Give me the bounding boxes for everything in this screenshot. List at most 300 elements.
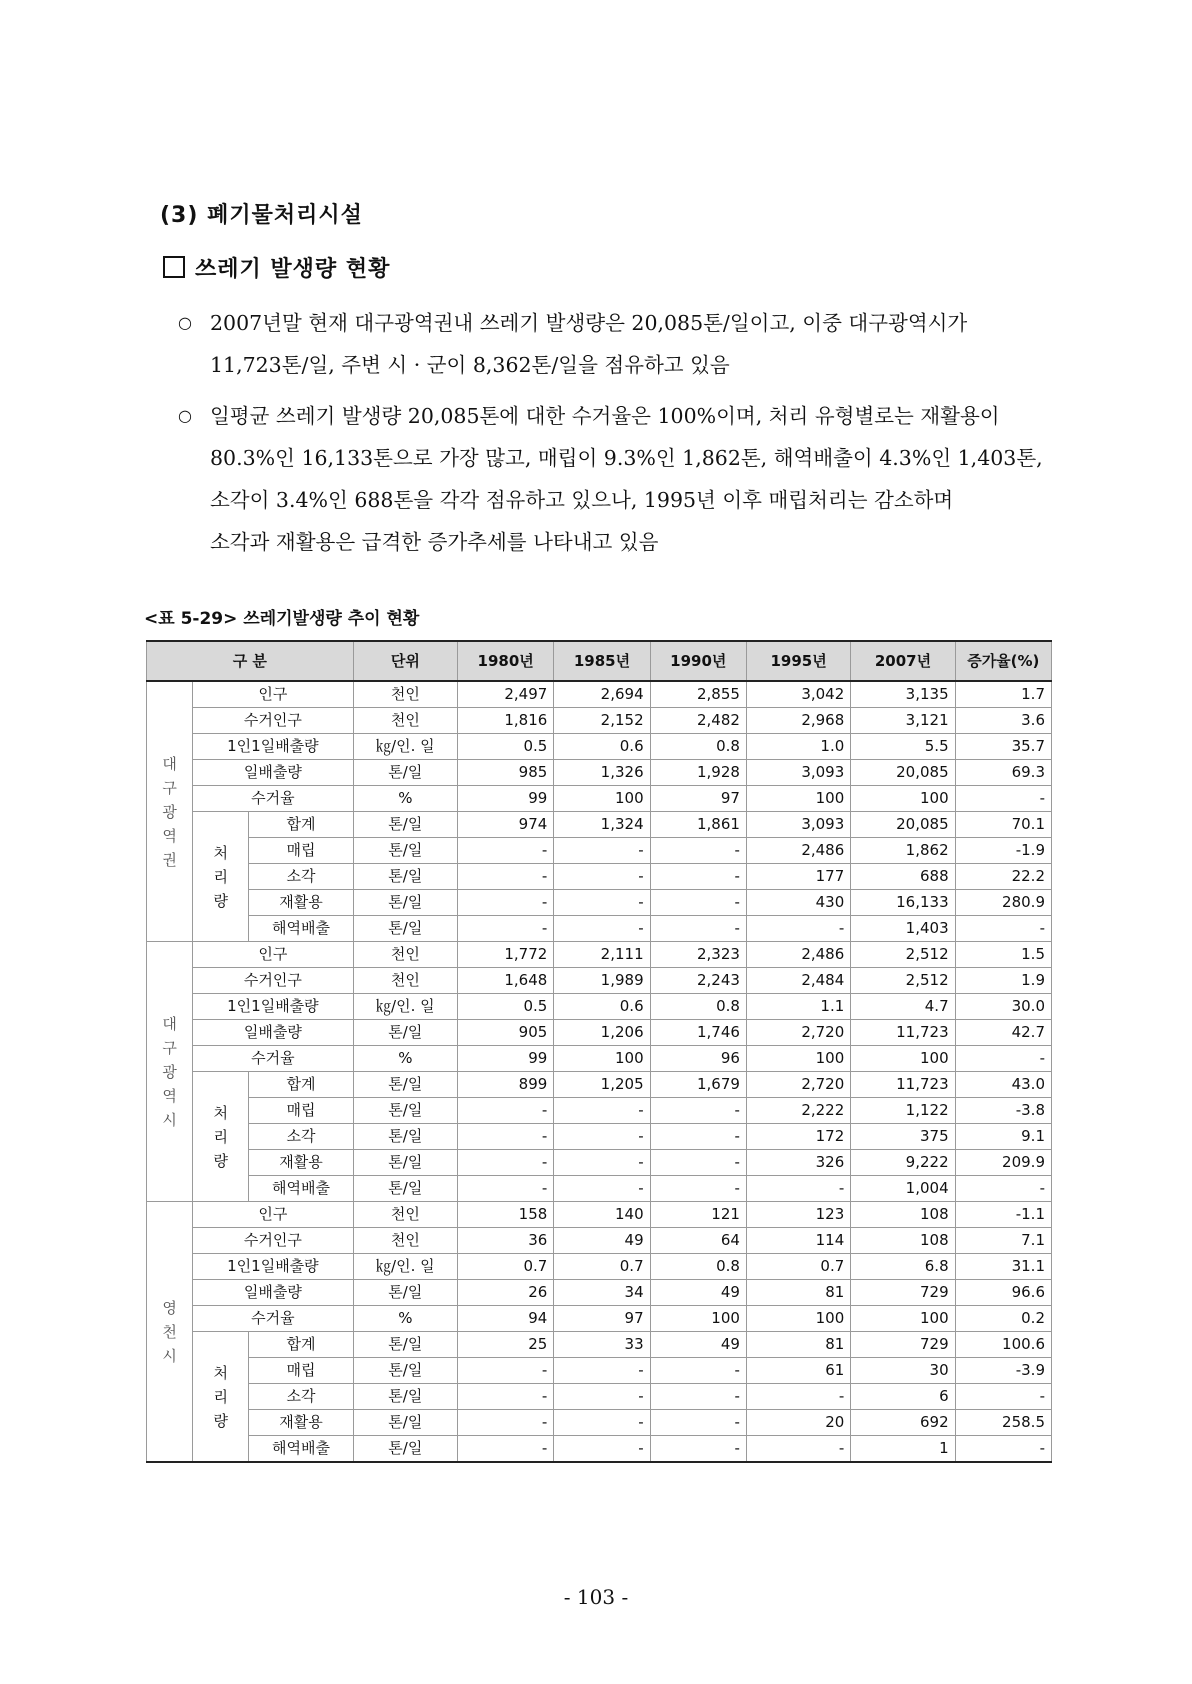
table-cell: 729 — [851, 1332, 955, 1358]
table-cell: - — [650, 838, 746, 864]
table-cell: 100 — [851, 786, 955, 812]
table-cell: - — [650, 1410, 746, 1436]
header-1995: 1995년 — [746, 641, 850, 681]
row-item-label: 인구 — [193, 1202, 354, 1228]
header-2007: 2007년 — [851, 641, 955, 681]
table-cell: - — [554, 916, 650, 942]
row-item-label: 1인1일배출량 — [193, 734, 354, 760]
row-unit: 천인 — [353, 708, 457, 734]
table-cell: -1.9 — [955, 838, 1051, 864]
table-cell: -1.1 — [955, 1202, 1051, 1228]
table-cell: 121 — [650, 1202, 746, 1228]
row-unit: 천인 — [353, 681, 457, 708]
table-cell: - — [458, 1150, 554, 1176]
table-cell: 20,085 — [851, 812, 955, 838]
table-cell: 905 — [458, 1020, 554, 1046]
table-cell: - — [458, 1384, 554, 1410]
table-cell: 2,486 — [746, 838, 850, 864]
table-cell: 172 — [746, 1124, 850, 1150]
table-cell: 1,648 — [458, 968, 554, 994]
row-item-label: 해역배출 — [249, 1436, 353, 1463]
processing-label — [193, 812, 249, 942]
table-row — [147, 1228, 1052, 1254]
table-cell: 729 — [851, 1280, 955, 1306]
row-unit: 톤/일 — [353, 1150, 457, 1176]
table-cell: 1,324 — [554, 812, 650, 838]
table-cell: - — [458, 1098, 554, 1124]
table-cell: 0.8 — [650, 994, 746, 1020]
table-cell: 2,497 — [458, 681, 554, 708]
table-cell: 2,720 — [746, 1072, 850, 1098]
table-cell: 2,486 — [746, 942, 850, 968]
table-cell: - — [554, 838, 650, 864]
region-label-char: 권 — [162, 850, 177, 869]
row-item-label: 수거인구 — [193, 968, 354, 994]
subsection-title — [163, 252, 390, 283]
table-row — [147, 1280, 1052, 1306]
table-row — [147, 1176, 1052, 1202]
page-number: - 103 - — [563, 1585, 629, 1609]
row-unit: % — [353, 1046, 457, 1072]
region-label-char: 구 — [162, 778, 177, 797]
table-header-row — [147, 641, 1052, 681]
table-cell: 209.9 — [955, 1150, 1051, 1176]
bullet-circle-icon: ○ — [178, 313, 192, 332]
row-unit: % — [353, 786, 457, 812]
table-cell: 1,861 — [650, 812, 746, 838]
table-cell: 0.5 — [458, 994, 554, 1020]
processing-label-char: 량 — [213, 891, 228, 910]
row-item-label: 수거율 — [193, 1306, 354, 1332]
row-item-label: 1인1일배출량 — [193, 994, 354, 1020]
table-cell: 6 — [851, 1384, 955, 1410]
region-label-char: 시 — [162, 1346, 177, 1365]
table-row — [147, 1150, 1052, 1176]
table-cell: 81 — [746, 1332, 850, 1358]
table-cell: 25 — [458, 1332, 554, 1358]
table-cell: 1,816 — [458, 708, 554, 734]
table-cell: 985 — [458, 760, 554, 786]
paragraph-2 — [178, 395, 1058, 563]
table-cell: 61 — [746, 1358, 850, 1384]
table-cell: 2,323 — [650, 942, 746, 968]
table-cell: -3.9 — [955, 1358, 1051, 1384]
table-cell: - — [554, 1098, 650, 1124]
table-cell: 108 — [851, 1228, 955, 1254]
row-item-label: 재활용 — [249, 1410, 353, 1436]
table-cell: 81 — [746, 1280, 850, 1306]
header-1980: 1980년 — [458, 641, 554, 681]
row-unit: 톤/일 — [353, 1124, 457, 1150]
table-cell: 430 — [746, 890, 850, 916]
region-label-char: 시 — [162, 1110, 177, 1129]
table-cell: 30.0 — [955, 994, 1051, 1020]
row-item-label: 소각 — [249, 1124, 353, 1150]
table-cell: 375 — [851, 1124, 955, 1150]
row-unit: 톤/일 — [353, 812, 457, 838]
table-cell: 20,085 — [851, 760, 955, 786]
table-cell: 96 — [650, 1046, 746, 1072]
table-cell: 99 — [458, 786, 554, 812]
table-cell: 5.5 — [851, 734, 955, 760]
table-row — [147, 734, 1052, 760]
table-cell: 1,122 — [851, 1098, 955, 1124]
table-cell: 100 — [746, 1046, 850, 1072]
subsection-title-text: 쓰레기 발생량 현황 — [195, 257, 391, 282]
row-unit: 톤/일 — [353, 1358, 457, 1384]
table-cell: 0.6 — [554, 734, 650, 760]
table-cell: 0.8 — [650, 1254, 746, 1280]
region-label-char: 광 — [162, 1062, 177, 1081]
row-item-label: 수거인구 — [193, 1228, 354, 1254]
bullet-circle-icon: ○ — [178, 406, 192, 425]
table-cell: 2,111 — [554, 942, 650, 968]
table-cell: - — [650, 1098, 746, 1124]
table-cell: 2,720 — [746, 1020, 850, 1046]
row-unit: 톤/일 — [353, 838, 457, 864]
table-row — [147, 942, 1052, 968]
row-item-label: 1인1일배출량 — [193, 1254, 354, 1280]
table-row — [147, 812, 1052, 838]
table-cell: 1,989 — [554, 968, 650, 994]
table-row — [147, 864, 1052, 890]
table-cell: 94 — [458, 1306, 554, 1332]
table-cell: 1,205 — [554, 1072, 650, 1098]
processing-label-char: 리 — [213, 867, 228, 886]
row-unit: 톤/일 — [353, 1020, 457, 1046]
table-cell: - — [458, 1358, 554, 1384]
table-row — [147, 1124, 1052, 1150]
header-1985: 1985년 — [554, 641, 650, 681]
row-unit: 톤/일 — [353, 760, 457, 786]
table-cell: - — [554, 864, 650, 890]
table-cell: 49 — [650, 1280, 746, 1306]
table-cell: - — [746, 1384, 850, 1410]
row-item-label: 인구 — [193, 942, 354, 968]
table-body — [147, 681, 1052, 1462]
table-cell: 2,512 — [851, 942, 955, 968]
table-cell: 2,968 — [746, 708, 850, 734]
table-cell: 31.1 — [955, 1254, 1051, 1280]
row-item-label: 수거율 — [193, 1046, 354, 1072]
table-cell: - — [955, 1176, 1051, 1202]
table-cell: 326 — [746, 1150, 850, 1176]
row-unit: ㎏/인. 일 — [353, 1254, 457, 1280]
row-item-label: 해역배출 — [249, 916, 353, 942]
table-cell: - — [458, 1176, 554, 1202]
table-cell: 0.7 — [746, 1254, 850, 1280]
region-label-char: 구 — [162, 1038, 177, 1057]
table-cell: 2,482 — [650, 708, 746, 734]
table-cell: 3,121 — [851, 708, 955, 734]
table-cell: 2,694 — [554, 681, 650, 708]
table-cell: 11,723 — [851, 1020, 955, 1046]
table-cell: 280.9 — [955, 890, 1051, 916]
table-row — [147, 1254, 1052, 1280]
table-cell: 158 — [458, 1202, 554, 1228]
table-cell: 1,862 — [851, 838, 955, 864]
table-cell: 1,746 — [650, 1020, 746, 1046]
table-cell: 100 — [746, 786, 850, 812]
table-cell: 49 — [554, 1228, 650, 1254]
row-item-label: 수거율 — [193, 786, 354, 812]
row-item-label: 매립 — [249, 838, 353, 864]
row-unit: 천인 — [353, 942, 457, 968]
table-cell: 69.3 — [955, 760, 1051, 786]
table-cell: 49 — [650, 1332, 746, 1358]
region-label — [147, 681, 193, 942]
row-item-label: 재활용 — [249, 1150, 353, 1176]
row-item-label: 합계 — [249, 812, 353, 838]
table-cell: 0.5 — [458, 734, 554, 760]
processing-label-char: 리 — [213, 1387, 228, 1406]
table-cell: 100 — [746, 1306, 850, 1332]
table-cell: - — [554, 1358, 650, 1384]
table-caption: <표 5-29> 쓰레기발생량 추이 현황 — [144, 609, 420, 629]
processing-label-char: 처 — [213, 1363, 228, 1382]
waste-generation-table — [146, 640, 1052, 1463]
table-cell: 1.1 — [746, 994, 850, 1020]
table-cell: 0.8 — [650, 734, 746, 760]
table-cell: 1,772 — [458, 942, 554, 968]
table-cell: 26 — [458, 1280, 554, 1306]
table-cell: - — [746, 1436, 850, 1463]
table-cell: 1,004 — [851, 1176, 955, 1202]
table-cell: 140 — [554, 1202, 650, 1228]
table-cell: 42.7 — [955, 1020, 1051, 1046]
processing-label — [193, 1332, 249, 1463]
table-cell: 1,403 — [851, 916, 955, 942]
table-cell: - — [955, 916, 1051, 942]
region-label — [147, 1202, 193, 1463]
table-cell: - — [554, 1176, 650, 1202]
table-cell: - — [554, 1150, 650, 1176]
row-unit: 톤/일 — [353, 1410, 457, 1436]
table-cell: 258.5 — [955, 1410, 1051, 1436]
table-cell: - — [458, 916, 554, 942]
table-cell: 108 — [851, 1202, 955, 1228]
row-unit: 톤/일 — [353, 1098, 457, 1124]
table-row — [147, 1202, 1052, 1228]
table-cell: - — [650, 1150, 746, 1176]
table-cell: 3.6 — [955, 708, 1051, 734]
row-unit: 톤/일 — [353, 890, 457, 916]
table-cell: - — [746, 1176, 850, 1202]
table-row — [147, 1332, 1052, 1358]
table-cell: 1,206 — [554, 1020, 650, 1046]
section-title: (3) 폐기물처리시설 — [160, 203, 363, 228]
row-unit: % — [353, 1306, 457, 1332]
table-cell: - — [650, 864, 746, 890]
table-cell: - — [458, 1410, 554, 1436]
table-cell: 3,093 — [746, 760, 850, 786]
table-cell: 3,135 — [851, 681, 955, 708]
paragraph-line: 일평균 쓰레기 발생량 20,085톤에 대한 수거율은 100%이며, 처리 유형별로는 재활용이 — [210, 404, 1000, 428]
table-cell: 688 — [851, 864, 955, 890]
table-row — [147, 681, 1052, 708]
table-cell: - — [554, 1384, 650, 1410]
table-cell: 64 — [650, 1228, 746, 1254]
table-cell: 100.6 — [955, 1332, 1051, 1358]
table-cell: 899 — [458, 1072, 554, 1098]
table-cell: - — [746, 916, 850, 942]
row-item-label: 일배출량 — [193, 760, 354, 786]
row-item-label: 합계 — [249, 1072, 353, 1098]
table-row — [147, 760, 1052, 786]
table-cell: - — [955, 1436, 1051, 1463]
row-item-label: 소각 — [249, 1384, 353, 1410]
table-row — [147, 1020, 1052, 1046]
region-label-char: 천 — [162, 1322, 177, 1341]
table-cell: 9,222 — [851, 1150, 955, 1176]
table-cell: 4.7 — [851, 994, 955, 1020]
table-cell: 6.8 — [851, 1254, 955, 1280]
row-unit: 톤/일 — [353, 1280, 457, 1306]
region-label-char: 대 — [162, 754, 177, 773]
table-cell: 100 — [554, 1046, 650, 1072]
checkbox-square-icon — [163, 256, 185, 278]
row-item-label: 재활용 — [249, 890, 353, 916]
table-cell: 114 — [746, 1228, 850, 1254]
row-unit: 톤/일 — [353, 1072, 457, 1098]
header-unit: 단위 — [353, 641, 457, 681]
row-item-label: 수거인구 — [193, 708, 354, 734]
table-cell: 100 — [851, 1046, 955, 1072]
region-label-char: 광 — [162, 802, 177, 821]
table-cell: - — [458, 890, 554, 916]
table-cell: 974 — [458, 812, 554, 838]
paragraph-line: 80.3%인 16,133톤으로 가장 많고, 매립이 9.3%인 1,862톤, 해역배출이 4.3%인 1,403톤, — [210, 446, 1043, 470]
table-row — [147, 890, 1052, 916]
table-cell: 33 — [554, 1332, 650, 1358]
paragraph-line: 소각과 재활용은 급격한 증가추세를 나타내고 있음 — [210, 530, 659, 554]
table-cell: 3,093 — [746, 812, 850, 838]
table-cell: - — [554, 1410, 650, 1436]
table-cell: 692 — [851, 1410, 955, 1436]
table-row — [147, 838, 1052, 864]
processing-label-char: 처 — [213, 843, 228, 862]
table-row — [147, 708, 1052, 734]
processing-label-char: 량 — [213, 1151, 228, 1170]
table-row — [147, 1072, 1052, 1098]
table-cell: - — [955, 1384, 1051, 1410]
table-cell: 0.7 — [554, 1254, 650, 1280]
table-row — [147, 1358, 1052, 1384]
table-cell: - — [458, 1436, 554, 1463]
paragraph-line: 소각이 3.4%인 688톤을 각각 점유하고 있으나, 1995년 이후 매립처리는 감소하며 — [210, 488, 954, 512]
table-cell: 2,855 — [650, 681, 746, 708]
row-unit: 톤/일 — [353, 1176, 457, 1202]
table-cell: 2,243 — [650, 968, 746, 994]
row-item-label: 인구 — [193, 681, 354, 708]
table-cell: 97 — [554, 1306, 650, 1332]
region-label — [147, 942, 193, 1202]
table-cell: 43.0 — [955, 1072, 1051, 1098]
row-unit: ㎏/인. 일 — [353, 734, 457, 760]
row-item-label: 매립 — [249, 1098, 353, 1124]
table-cell: - — [650, 890, 746, 916]
table-cell: -3.8 — [955, 1098, 1051, 1124]
table-cell: 16,133 — [851, 890, 955, 916]
table-cell: - — [554, 1436, 650, 1463]
table-cell: 0.6 — [554, 994, 650, 1020]
table-cell: - — [554, 890, 650, 916]
table-cell: 1.5 — [955, 942, 1051, 968]
processing-label — [193, 1072, 249, 1202]
table-row — [147, 916, 1052, 942]
paragraph-1 — [178, 302, 1058, 386]
table-cell: - — [650, 916, 746, 942]
processing-label-char: 량 — [213, 1411, 228, 1430]
table-cell: 34 — [554, 1280, 650, 1306]
table-cell: - — [955, 1046, 1051, 1072]
table-cell: 1.7 — [955, 681, 1051, 708]
table-cell: - — [955, 786, 1051, 812]
table-cell: 70.1 — [955, 812, 1051, 838]
table-cell: 2,222 — [746, 1098, 850, 1124]
table-row — [147, 1046, 1052, 1072]
row-item-label: 해역배출 — [249, 1176, 353, 1202]
table-row — [147, 1436, 1052, 1463]
table-cell: 177 — [746, 864, 850, 890]
row-unit: 천인 — [353, 1202, 457, 1228]
row-item-label: 합계 — [249, 1332, 353, 1358]
table-cell: 123 — [746, 1202, 850, 1228]
header-growth-rate: 증가율(%) — [955, 641, 1051, 681]
table-cell: 1.9 — [955, 968, 1051, 994]
row-unit: 톤/일 — [353, 864, 457, 890]
table-cell: - — [458, 1124, 554, 1150]
row-unit: 천인 — [353, 968, 457, 994]
table-cell: - — [650, 1384, 746, 1410]
row-unit: 천인 — [353, 1228, 457, 1254]
table-row — [147, 1384, 1052, 1410]
region-label-char: 역 — [162, 1086, 177, 1105]
table-cell: 1,679 — [650, 1072, 746, 1098]
table-cell: 7.1 — [955, 1228, 1051, 1254]
table-cell: 2,484 — [746, 968, 850, 994]
table-row — [147, 968, 1052, 994]
row-unit: 톤/일 — [353, 1384, 457, 1410]
table-cell: 100 — [554, 786, 650, 812]
table-cell: 2,152 — [554, 708, 650, 734]
region-label-char: 역 — [162, 826, 177, 845]
region-label-char: 영 — [162, 1298, 177, 1317]
table-cell: 97 — [650, 786, 746, 812]
paragraph-line: 2007년말 현재 대구광역권내 쓰레기 발생량은 20,085톤/일이고, 이중 대구광역시가 — [210, 311, 968, 335]
table-cell: 0.7 — [458, 1254, 554, 1280]
table-cell: 1.0 — [746, 734, 850, 760]
row-item-label: 일배출량 — [193, 1020, 354, 1046]
table-row — [147, 1098, 1052, 1124]
table-row — [147, 786, 1052, 812]
row-item-label: 매립 — [249, 1358, 353, 1384]
table-cell: - — [650, 1436, 746, 1463]
table-cell: 11,723 — [851, 1072, 955, 1098]
table-cell: 100 — [851, 1306, 955, 1332]
table-row — [147, 994, 1052, 1020]
table-cell: - — [650, 1124, 746, 1150]
header-category: 구 분 — [147, 641, 354, 681]
region-label-char: 대 — [162, 1014, 177, 1033]
row-unit: 톤/일 — [353, 916, 457, 942]
table-cell: - — [458, 838, 554, 864]
row-unit: 톤/일 — [353, 1436, 457, 1463]
table-cell: 1,326 — [554, 760, 650, 786]
table-cell: 22.2 — [955, 864, 1051, 890]
processing-label-char: 처 — [213, 1103, 228, 1122]
table-cell: 2,512 — [851, 968, 955, 994]
